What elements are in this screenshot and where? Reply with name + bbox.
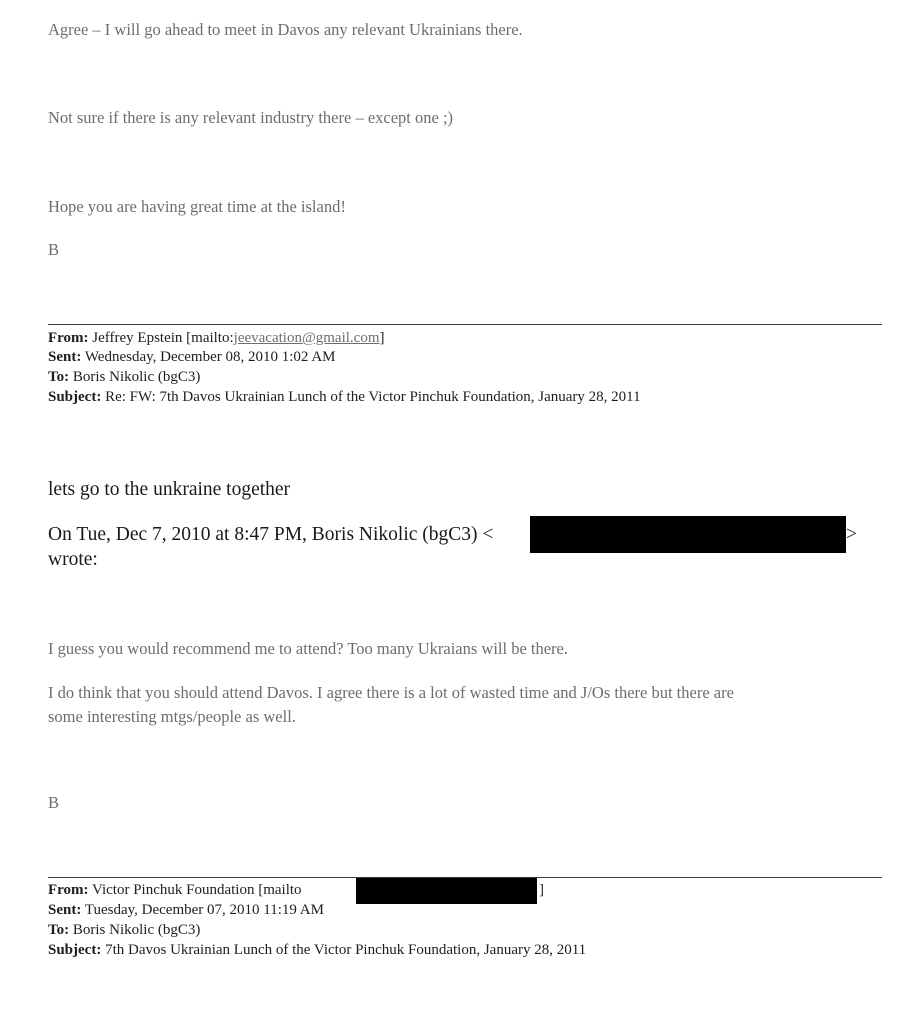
sender-email-link[interactable]: jeevacation@gmail.com: [233, 330, 380, 346]
from-label: From:: [48, 330, 89, 346]
sent-label: Sent:: [48, 902, 82, 918]
header2-subject: [48, 942, 586, 959]
quote-wrote: wrote:: [48, 549, 98, 570]
to-label: To:: [48, 922, 70, 938]
to-label: To:: [48, 369, 70, 385]
subject-label: Subject:: [48, 942, 102, 958]
from-name: Jeffrey Epstein [mailto:: [92, 330, 234, 346]
subject-value: 7th Davos Ukrainian Lunch of the Victor Pinchuk Foundation, January 28, 2011: [105, 942, 587, 958]
header1-subject: [48, 389, 641, 406]
redaction-box: [530, 516, 846, 553]
reply-line-1: Agree – I will go ahead to meet in Davos any relevant Ukrainians there.: [48, 20, 523, 39]
quote-intro: On Tue, Dec 7, 2010 at 8:47 PM, Boris Nikolic (bgC3) <: [48, 524, 494, 545]
quoted-signoff: B: [48, 793, 60, 812]
header-divider-1: [48, 324, 882, 325]
quoted-line-2b: some interesting mtgs/people as well.: [48, 707, 296, 726]
sent-label: Sent:: [48, 349, 82, 365]
header2-sent: [48, 902, 324, 919]
header1-from: [48, 330, 385, 347]
reply-signoff: B: [48, 240, 60, 259]
header1-sent: [48, 349, 336, 366]
sent-value: Tuesday, December 07, 2010 11:19 AM: [84, 902, 324, 918]
subject-value: Re: FW: 7th Davos Ukrainian Lunch of the Victor Pinchuk Foundation, January 28, 2011: [105, 389, 641, 405]
header1-to: [48, 369, 200, 386]
redaction-box: [356, 878, 537, 904]
message-body: lets go to the unkraine together: [48, 479, 291, 500]
from-label: From:: [48, 882, 89, 898]
quoted-line-1: I guess you would recommend me to attend? Too many Ukraians will be there.: [48, 639, 568, 658]
quoted-line-2a: I do think that you should attend Davos. I agree there is a lot of wasted time and J/Os there but there are: [48, 683, 734, 702]
header2-from: [48, 882, 302, 899]
reply-line-3: Hope you are having great time at the island!: [48, 197, 346, 216]
quote-close: >: [846, 524, 857, 545]
to-value: Boris Nikolic (bgC3): [72, 369, 201, 385]
from-close: ]: [539, 882, 544, 898]
reply-line-2: Not sure if there is any relevant industry there – except one ;): [48, 108, 454, 127]
sent-value: Wednesday, December 08, 2010 1:02 AM: [84, 349, 336, 365]
subject-label: Subject:: [48, 389, 102, 405]
from-name: Victor Pinchuk Foundation [mailto: [92, 882, 302, 898]
from-close: ]: [379, 330, 385, 346]
to-value: Boris Nikolic (bgC3): [72, 922, 201, 938]
header2-to: [48, 922, 200, 939]
